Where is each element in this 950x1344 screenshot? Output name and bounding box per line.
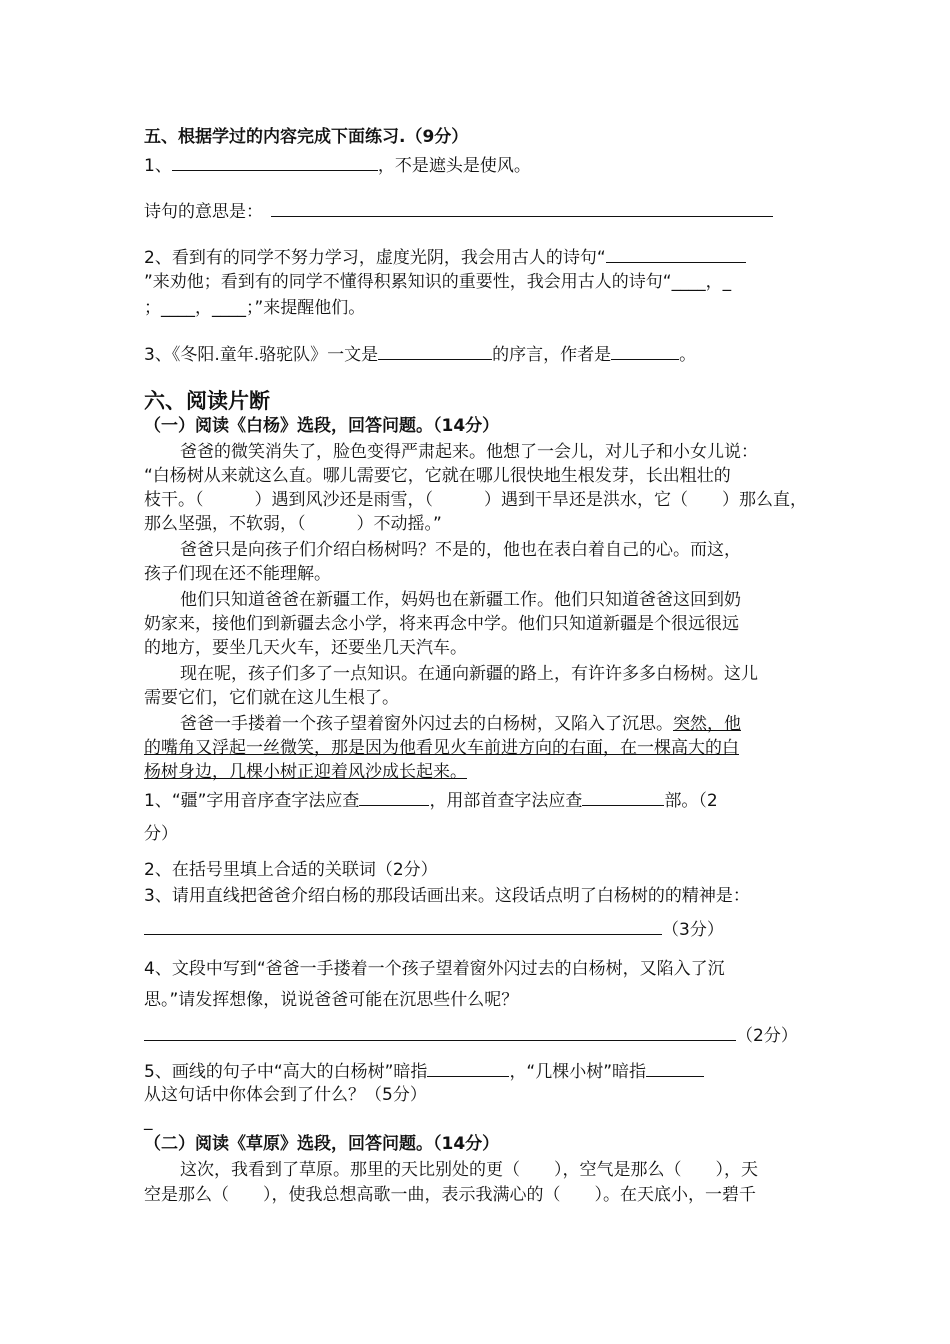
passage-1-line: “白杨树从来就这么直。哪儿需要它，它就在哪儿很快地生根发芽，长出粗壮的 (144, 466, 731, 486)
p1-q1-score: 分） (144, 824, 178, 844)
p1-q1 (144, 787, 814, 813)
section-5-heading: 五、根据学过的内容完成下面练习.（9分） (144, 127, 469, 147)
passage-1-line: 奶家来，接他们到新疆去念小学，将来再念中学。他们只知道新疆是个很远很远 (144, 614, 739, 634)
underlined-sentence-line: 杨树身边，几棵小树正迎着风沙成长起来。 (144, 762, 467, 782)
s5-q1-text: ，不是遮头是使风。 (377, 156, 531, 176)
s5-q3-text-b: 的序言，作者是 (492, 345, 612, 365)
s5-q2-text-a: 2、看到有的同学不努力学习，虚度光阴，我会用古人的诗句“ (144, 248, 606, 268)
s5-q3-text-a: 3、《冬阳.童年.骆驼队》一文是 (144, 345, 379, 365)
passage-1-line: 的地方，要坐几天火车，还要坐几天汽车。 (144, 638, 467, 658)
passage-1-line: 爸爸的微笑消失了，脸色变得严肃起来。他想了一会儿，对儿子和小女儿说： (180, 442, 758, 462)
s5-q3-text-c: 。 (679, 345, 697, 365)
s5-q3-blank-1[interactable] (378, 341, 492, 360)
s5-q2-line3: ；____，____；”来提醒他们。 (144, 298, 366, 318)
s5-q1 (144, 152, 814, 178)
p1-q2: 2、在括号里填上合适的关联词（2分） (144, 860, 438, 880)
p1-q3-blank[interactable] (144, 916, 662, 935)
p1-q4-answer (144, 1022, 814, 1048)
s5-q1-number: 1、 (144, 156, 172, 176)
s5-q1-meaning-blank[interactable] (271, 198, 773, 217)
passage-1-heading: （一）阅读《白杨》选段，回答问题。（14分） (144, 416, 500, 436)
s5-q2-blank[interactable] (606, 244, 746, 263)
s5-q3 (144, 341, 814, 367)
p1-q5-line1 (144, 1058, 814, 1084)
p1-q4-score: （2分） (736, 1026, 798, 1046)
passage-1-line: 枝干。（ ）遇到风沙还是雨雪，（ ）遇到干旱还是洪水，它（ ）那么直， (144, 490, 807, 510)
s5-q3-blank-2[interactable] (611, 341, 679, 360)
p1-q5-text-b: ，“几棵小树”暗指 (509, 1062, 647, 1082)
p1-q4-line2: 思。”请发挥想像，说说爸爸可能在沉思些什么呢？ (144, 990, 519, 1010)
p1-q1-text-a: 1、“疆”字用音序查字法应查 (144, 791, 360, 811)
p1-q3-score: （3分） (662, 920, 724, 940)
underlined-sentence-start: 突然，他 (673, 714, 741, 734)
passage-1-line: 孩子们现在还不能理解。 (144, 564, 331, 584)
p1-q1-text-c: 部。（2 (664, 791, 718, 811)
p1-q5-blank-2[interactable] (646, 1058, 704, 1077)
p1-q3: 3、请用直线把爸爸介绍白杨的那段话画出来。这段话点明了白杨树的的精神是： (144, 886, 750, 906)
passage-1-line: 那么坚强，不软弱，（ ）不动摇。” (144, 514, 442, 534)
stray-underscore: _ (144, 1111, 153, 1131)
p1-q5-text-a: 5、画线的句子中“高大的白杨树”暗指 (144, 1062, 428, 1082)
passage-1-line: 爸爸只是向孩子们介绍白杨树吗？不是的，他也在表白着自己的心。而这， (180, 540, 741, 560)
p1-q4-line1: 4、文段中写到“爸爸一手搂着一个孩子望着窗外闪过去的白杨树，又陷入了沉 (144, 959, 725, 979)
p1-q5-line2: 从这句话中你体会到了什么？（5分） (144, 1085, 427, 1105)
passage-2-line: 这次，我看到了草原。那里的天比别处的更（ ），空气是那么（ ），天 (180, 1160, 758, 1180)
p1-q1-blank-2[interactable] (582, 787, 664, 806)
s5-q1-meaning-label: 诗句的意思是： (144, 202, 263, 222)
passage-1-line: 他们只知道爸爸在新疆工作，妈妈也在新疆工作。他们只知道爸爸这回到奶 (180, 590, 741, 610)
passage-1-line: 现在呢，孩子们多了一点知识。在通向新疆的路上，有许许多多白杨树。这儿 (180, 664, 758, 684)
p1-q5-blank-1[interactable] (427, 1058, 509, 1077)
s5-q1-meaning (144, 198, 814, 224)
passage-2-line: 空是那么（ ），使我总想高歌一曲，表示我满心的（ ）。在天底小，一碧千 (144, 1185, 756, 1205)
passage-1-line: 需要它们，它们就在这儿生根了。 (144, 688, 399, 708)
p1-q3-answer (144, 916, 814, 942)
passage-2-heading: （二）阅读《草原》选段，回答问题。（14分） (144, 1134, 500, 1154)
p1-q1-blank-1[interactable] (359, 787, 429, 806)
p1-q4-blank[interactable] (144, 1022, 736, 1041)
passage-1-last-plain: 爸爸一手搂着一个孩子望着窗外闪过去的白杨树，又陷入了沉思。 (180, 714, 673, 734)
underlined-sentence-line: 的嘴角又浮起一丝微笑，那是因为他看见火车前进方向的右面，在一棵高大的白 (144, 738, 739, 758)
s5-q2-line1 (144, 244, 814, 270)
s5-q1-blank[interactable] (172, 152, 378, 171)
section-6-heading: 六、阅读片断 (144, 389, 270, 413)
s5-q2-line2: ”来劝他；看到有的同学不懂得积累知识的重要性，我会用古人的诗句“____，_ (144, 272, 732, 292)
p1-q1-text-b: ，用部首查字法应查 (429, 791, 583, 811)
passage-1-line-last (144, 712, 814, 736)
